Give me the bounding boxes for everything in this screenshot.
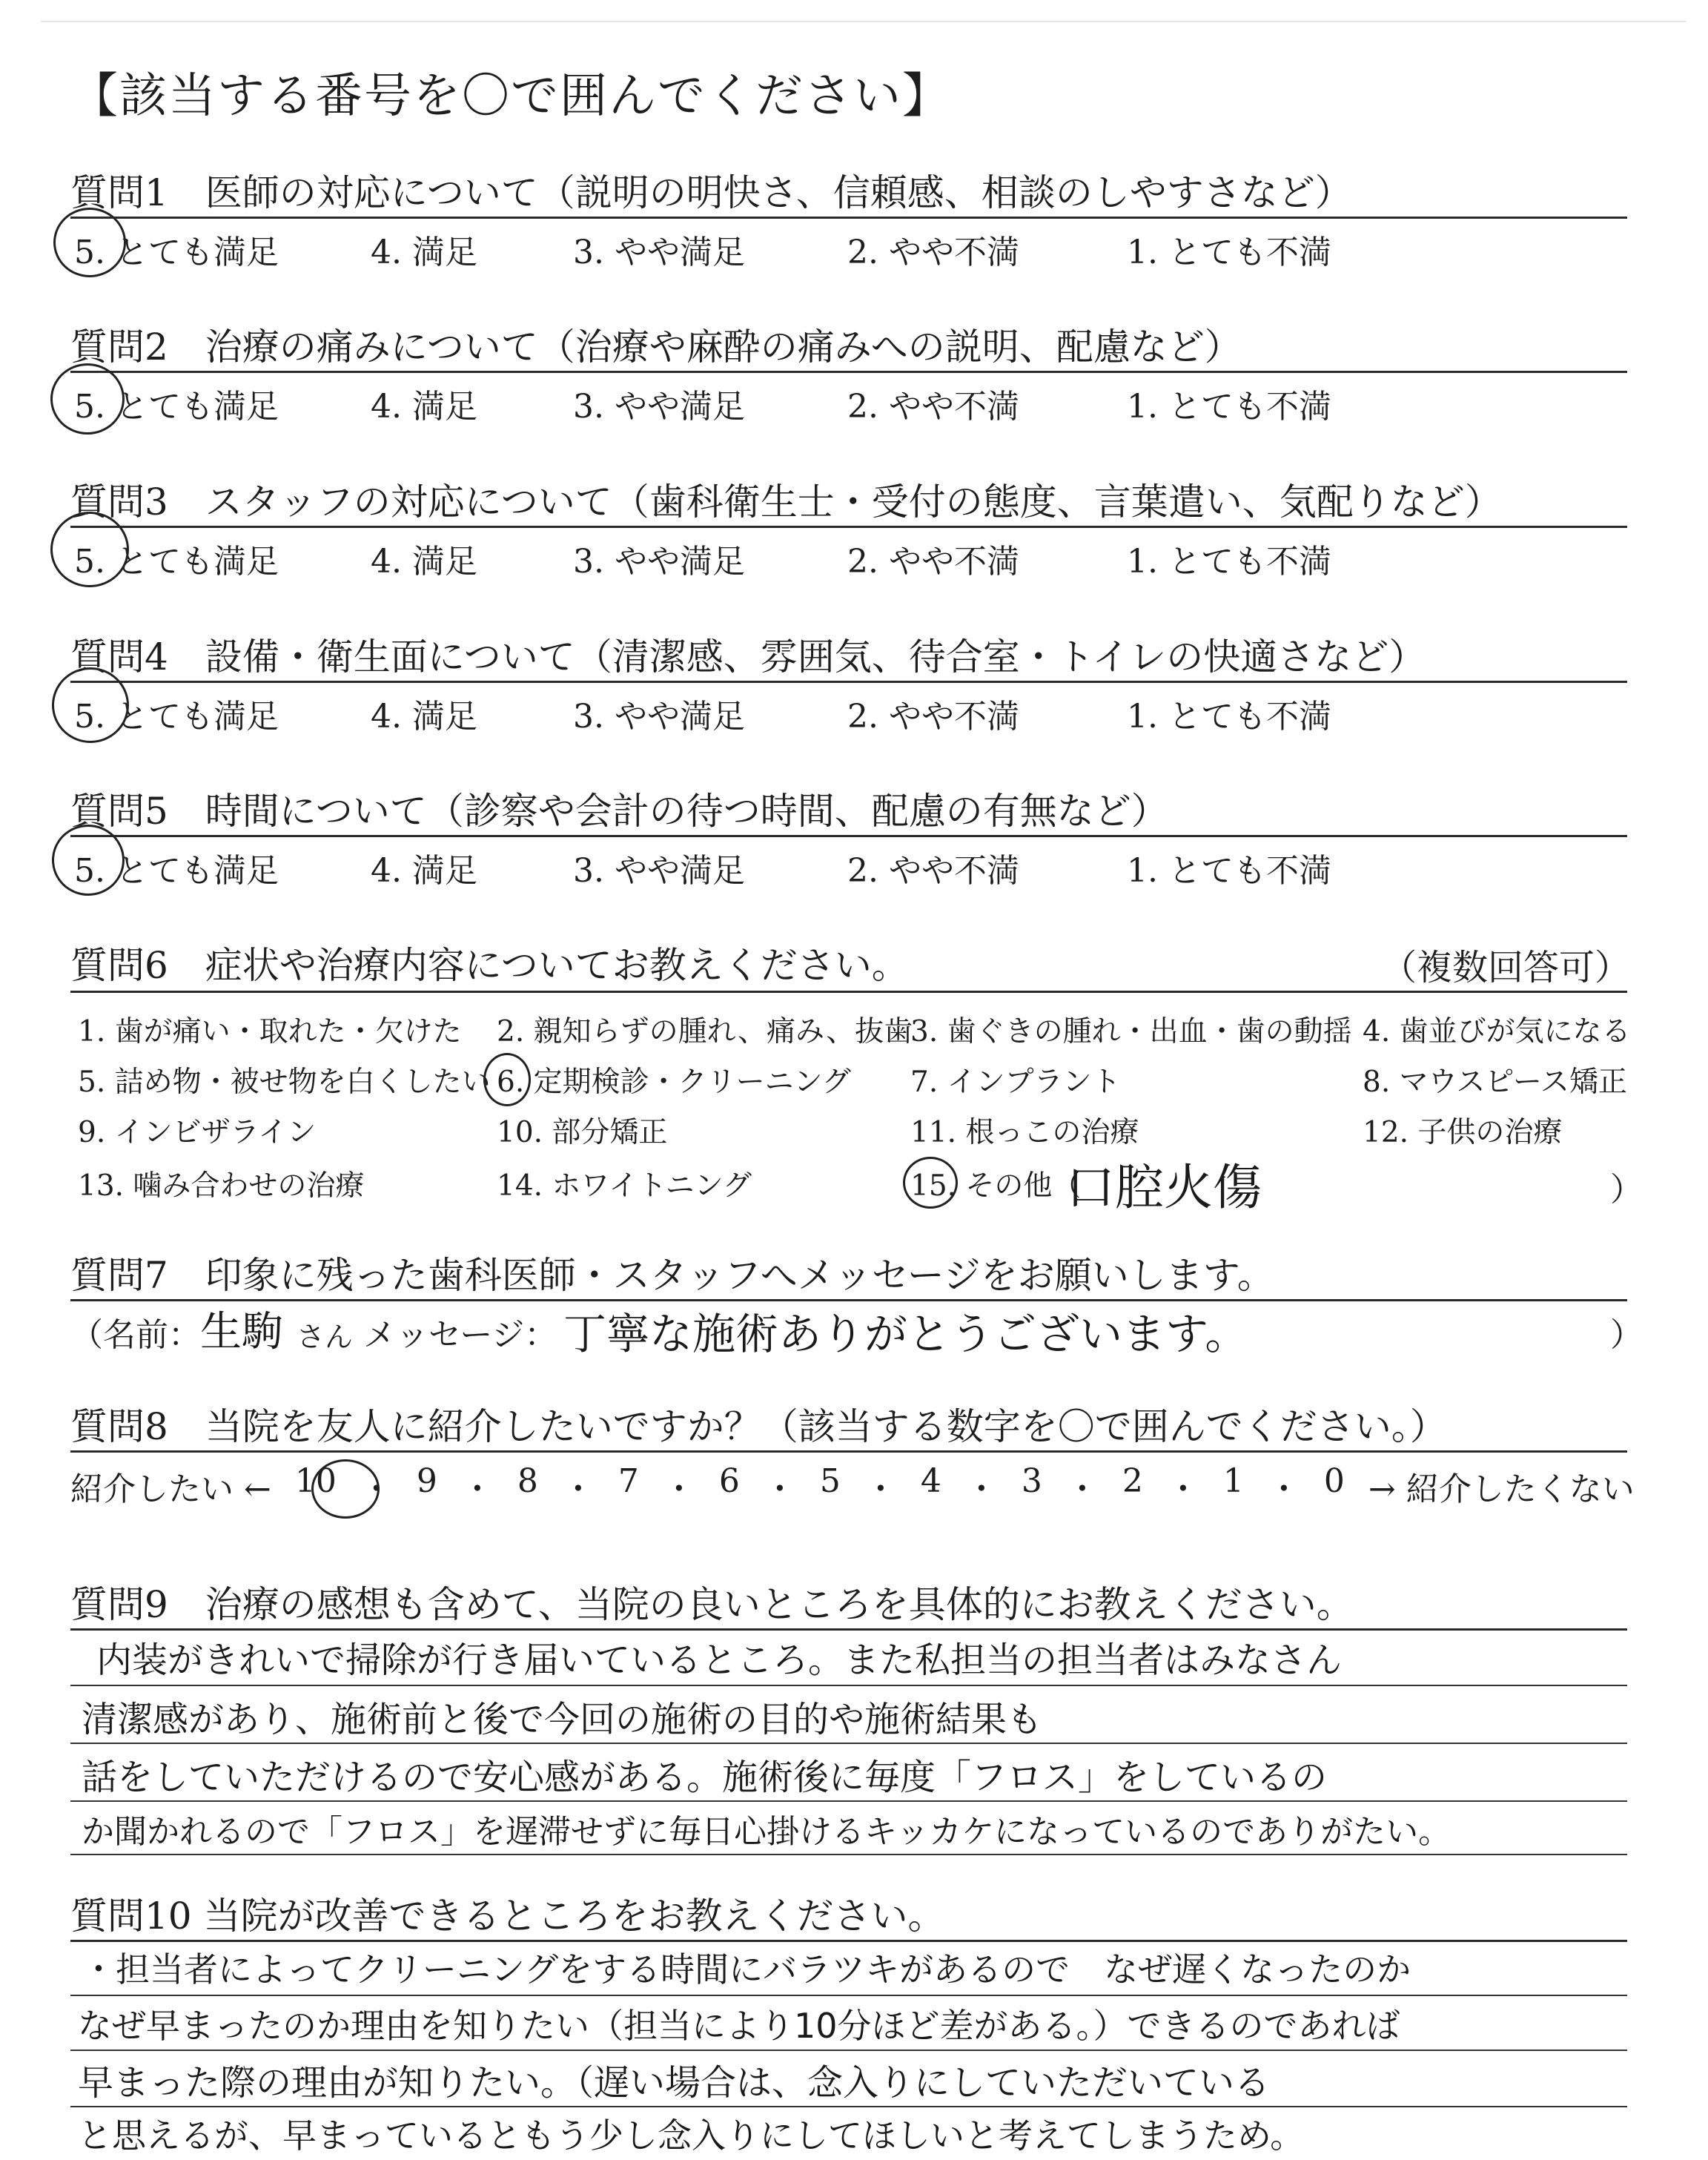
q9-answer-line-4: か聞かれるので「フロス」を遅滞せずに毎日心掛けるキッカケになっているのでありがたい。 [82,1813,1452,1851]
q3-rule [70,526,1627,528]
q9-rule [70,1628,1627,1631]
q5-rule [70,835,1627,837]
q4-option-4[interactable]: 4. 満足 [371,698,477,736]
q5-option-1[interactable]: 1. とても不満 [1127,852,1331,890]
q1-selected-circle [53,208,126,277]
q4-option-1[interactable]: 1. とても不満 [1127,698,1331,736]
q6-rule [70,991,1627,993]
q6-item-10[interactable]: 10. 部分矯正 [497,1116,668,1149]
q7-title: 質問7 印象に残った歯科医師・スタッフへメッセージをお願いします。 [70,1254,1274,1297]
q10-answer-line-3: 早まった際の理由が知りたい。（遅い場合は、念入りにしていただいている [78,2062,1271,2104]
q10-answer-line-2: なぜ早まったのか理由を知りたい（担当により10分ほど差がある。）できるのであれば [78,2006,1400,2046]
q10-rule [70,1940,1627,1942]
q10-writing-line [70,1995,1627,1996]
q4-title: 質問4 設備・衛生面について（清潔感、雰囲気、待合室・トイレの快適さなど） [70,635,1426,678]
q9-title: 質問9 治療の感想も含めて、当院の良いところを具体的にお教えください。 [70,1583,1354,1626]
page-title: 【該当する番号を〇で囲んでください】 [70,69,951,124]
q8-scale-dot: ・ [1166,1470,1199,1508]
q3-title: 質問3 スタッフの対応について（歯科衛生士・受付の態度、言葉遣い、気配りなど） [70,480,1502,524]
q3-option-3[interactable]: 3. やや満足 [573,543,745,581]
q8-scale-dot: ・ [763,1470,796,1508]
q10-writing-line [70,2050,1627,2051]
q10-answer-line-4: と思えるが、早まっているともう少し念入りにしてほしいと考えてしまうため。 [78,2116,1305,2156]
q8-scale-10[interactable]: 10 [294,1462,337,1500]
q6-title: 質問6 症状や治療内容についてお教えください。 [70,944,909,987]
q6-item-14[interactable]: 14. ホワイトニング [497,1169,752,1203]
q6-item-12[interactable]: 12. 子供の治療 [1363,1116,1563,1149]
q2-selected-circle [50,363,125,435]
q4-rule [70,681,1627,683]
q8-scale-8[interactable]: 8 [517,1462,538,1500]
q6-selected-circle-6 [483,1053,531,1106]
q8-title: 質問8 当院を友人に紹介したいですか？（該当する数字を〇で囲んでください。） [70,1405,1447,1448]
q6-other-close-paren: ） [1610,1171,1643,1209]
q4-option-5[interactable]: 5. とても満足 [74,698,279,736]
q8-scale-dot: ・ [360,1470,393,1508]
q1-title: 質問1 医師の対応について（説明の明快さ、信頼感、相談のしやすさなど） [70,171,1352,214]
q6-item-4[interactable]: 4. 歯並びが気になる [1363,1015,1631,1048]
q5-title: 質問5 時間について（診察や会計の待つ時間、配慮の有無など） [70,790,1168,833]
q6-item-9[interactable]: 9. インビザライン [78,1116,317,1149]
q1-option-5[interactable]: 5. とても満足 [74,234,279,271]
q6-item-11[interactable]: 11. 根っこの治療 [910,1116,1139,1149]
q10-title: 質問10 当院が改善できるところをお教えください。 [70,1895,945,1938]
q9-writing-line [70,1800,1627,1802]
q1-option-1[interactable]: 1. とても不満 [1127,234,1331,271]
q4-selected-circle [52,667,129,743]
q8-scale-3[interactable]: 3 [1021,1462,1042,1500]
q8-scale-0[interactable]: 0 [1323,1462,1345,1500]
q2-option-2[interactable]: 2. やや不満 [847,388,1019,426]
q6-item-7[interactable]: 7. インプラント [910,1066,1121,1099]
q3-option-1[interactable]: 1. とても不満 [1127,543,1331,581]
q8-scale-dot: ・ [964,1470,998,1508]
q5-option-3[interactable]: 3. やや満足 [573,852,745,890]
q3-option-5[interactable]: 5. とても満足 [74,543,279,581]
page-top-edge [41,21,1687,22]
q8-scale-7[interactable]: 7 [618,1462,639,1500]
q10-answer-line-1: ・担当者によってクリーニングをする時間にバラツキがあるので なぜ遅くなったのか [82,1949,1411,1989]
q2-option-3[interactable]: 3. やや満足 [573,388,745,426]
q6-item-6[interactable]: 6. 定期検診・クリーニング [497,1066,851,1099]
q5-selected-circle [52,825,125,896]
q7-close-paren: ） [1610,1316,1643,1354]
q8-scale-dot: ・ [460,1470,494,1508]
q7-san-label: さん [297,1321,354,1353]
q6-item-1[interactable]: 1. 歯が痛い・取れた・欠けた [78,1015,462,1048]
q8-scale-dot: ・ [561,1470,595,1508]
q7-name-label: （名前： [70,1316,201,1354]
q6-item-3[interactable]: 3. 歯ぐきの腫れ・出血・歯の動揺 [910,1015,1352,1048]
q8-scale-dot: ・ [864,1470,897,1508]
q4-option-3[interactable]: 3. やや満足 [573,698,745,736]
q6-item-2[interactable]: 2. 親知らずの腫れ、痛み、抜歯 [497,1015,913,1048]
q6-item-15[interactable]: 15. その他（ [910,1169,1082,1203]
q10-writing-line [70,2106,1627,2107]
q5-option-4[interactable]: 4. 満足 [371,852,477,890]
q8-scale-4[interactable]: 4 [920,1462,941,1500]
q1-rule [70,217,1627,219]
q8-scale-2[interactable]: 2 [1122,1462,1143,1500]
q8-scale-6[interactable]: 6 [718,1462,740,1500]
q6-item-13[interactable]: 13. 噛み合わせの治療 [78,1169,365,1203]
q7-message-handwritten: 丁寧な施術ありがとうございます。 [563,1309,1248,1359]
q6-other-handwritten: 口腔火傷 [1066,1159,1262,1216]
q8-left-label: 紹介したい ← [70,1470,271,1508]
q1-option-2[interactable]: 2. やや不満 [847,234,1019,271]
q9-answer-line-2: 清潔感があり、施術前と後で今回の施術の目的や施術結果も [82,1699,1043,1740]
q8-scale-dot: ・ [1065,1470,1099,1508]
q8-scale-dot: ・ [1267,1470,1300,1508]
q9-writing-line [70,1685,1627,1686]
q5-option-2[interactable]: 2. やや不満 [847,852,1019,890]
q3-selected-circle [50,512,129,587]
q7-message-label: メッセージ： [363,1316,557,1354]
q6-selected-circle-15 [903,1157,958,1209]
q4-option-2[interactable]: 2. やや不満 [847,698,1019,736]
q3-option-4[interactable]: 4. 満足 [371,543,477,581]
q6-item-5[interactable]: 5. 詰め物・被せ物を白くしたい [78,1066,491,1099]
q9-writing-line [70,1854,1627,1855]
q8-scale-5[interactable]: 5 [819,1462,841,1500]
q9-writing-line [70,1743,1627,1744]
q9-answer-line-1: 内装がきれいで掃除が行き届いているところ。また私担当の担当者はみなさん [96,1639,1343,1681]
q6-item-8[interactable]: 8. マウスピース矯正 [1363,1066,1627,1099]
q8-scale [70,1462,1635,1510]
q2-option-5[interactable]: 5. とても満足 [74,388,279,426]
q3-option-2[interactable]: 2. やや不満 [847,543,1019,581]
q8-scale-dot: ・ [662,1470,695,1508]
q7-name-handwritten: 生駒 [200,1308,283,1356]
q8-scale-1[interactable]: 1 [1222,1462,1244,1500]
q1-option-3[interactable]: 3. やや満足 [573,234,745,271]
q1-option-4[interactable]: 4. 満足 [371,234,477,271]
q2-title: 質問2 治療の痛みについて（治療や麻酔の痛みへの説明、配慮など） [70,326,1242,369]
q2-rule [70,371,1627,373]
q8-selected-circle [311,1459,380,1519]
q9-answer-line-3: 話をしていただけるので安心感がある。施術後に毎度「フロス」をしているの [82,1757,1328,1798]
q5-option-5[interactable]: 5. とても満足 [74,852,279,890]
q2-option-4[interactable]: 4. 満足 [371,388,477,426]
q6-multi-answer-note: （複数回答可） [1380,947,1630,988]
q8-scale-9[interactable]: 9 [416,1462,437,1500]
q2-option-1[interactable]: 1. とても不満 [1127,388,1331,426]
q8-rule [70,1450,1627,1453]
q8-right-label: → 紹介したくない [1368,1470,1635,1508]
